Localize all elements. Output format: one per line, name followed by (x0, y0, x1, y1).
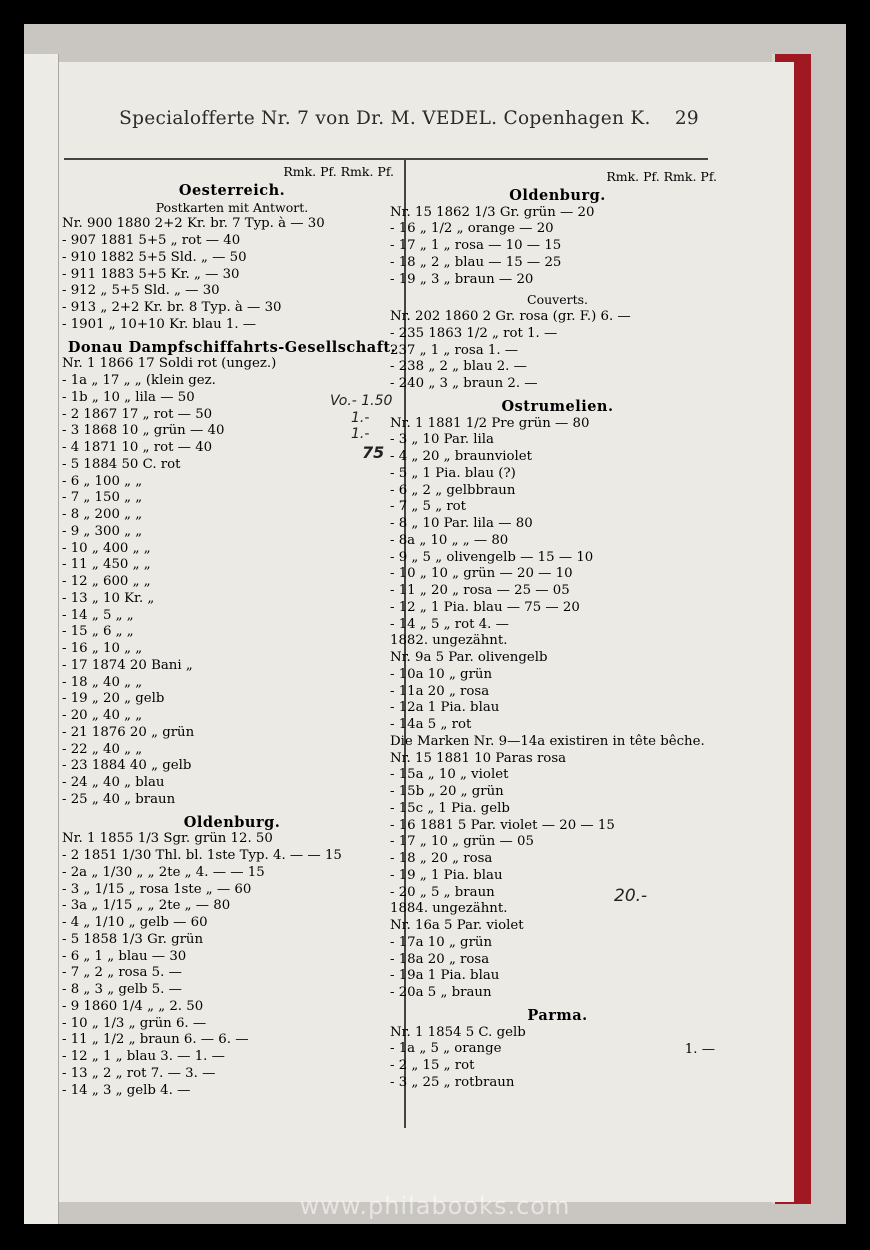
listing-row: - 11 „ 1/2 „ braun 6. — 6. — (62, 1032, 249, 1048)
listing-row: - 17 „ 10 „ grün — 05 (390, 834, 534, 850)
listing-row: - 20a 5 „ braun (390, 985, 492, 1000)
listing-row: - 11 „ 450 „ „ (62, 557, 151, 573)
listing-row: - 3 1868 10 „ grün — 40 (62, 423, 225, 439)
listing-row: Nr. 900 1880 2+2 Kr. br. 7 Typ. à — 30 (62, 216, 325, 232)
handwritten-note: 1.- (351, 426, 370, 442)
page-number: 29 (674, 108, 699, 129)
listing-row: - 10 „ 10 „ grün — 20 — 10 (390, 566, 573, 582)
listing-row: - 913 „ 2+2 Kr. br. 8 Typ. à — 30 (62, 300, 282, 315)
listing-row: - 19a 1 Pia. blau (390, 968, 500, 984)
listing-row: - 6 „ 1 „ blau — 30 (62, 948, 187, 964)
listing-row: - 12 „ 1 „ blau 3. — 1. — (62, 1049, 225, 1064)
listing-row: - 9 1860 1/4 „ „ 2. 50 (62, 998, 204, 1014)
section-spacer (62, 1099, 402, 1103)
listing-row: - 25 „ 40 „ braun (62, 791, 176, 807)
section-heading: Ostrumelien. (501, 397, 614, 415)
listing-row: - 8a „ 10 „ „ — 80 (390, 532, 509, 548)
listing-row: - 20 „ 5 „ braun (390, 884, 495, 900)
listing-row: Nr. 15 1862 1/3 Gr. grün — 20 (390, 204, 595, 220)
listing-row: - 2 1851 1/30 Thl. bl. 1ste Typ. 4. — — 15 (62, 848, 342, 863)
handwritten-note: 75 (362, 443, 385, 462)
listing-row: - 18 „ 40 „ „ (62, 674, 143, 690)
listing-row: Nr. 16a 5 Par. violet (390, 918, 524, 933)
watermark: www.philabooks.com (299, 1192, 571, 1220)
listing-row: - 15b „ 20 „ grün (390, 784, 504, 799)
listing-row: - 17 „ 1 „ rosa — 10 — 15 (390, 238, 562, 253)
section-subheading: Couverts. (527, 292, 588, 308)
listing-row: - 15c „ 1 Pia. gelb (390, 800, 510, 816)
listing-row: - 5 1884 50 C. rot (62, 456, 181, 472)
listing-row: - 19 „ 20 „ gelb (62, 691, 165, 707)
listing-row: Nr. 1 1855 1/3 Sgr. grün 12. 50 (62, 831, 273, 847)
listing-row: - 235 1863 1/2 „ rot 1. — (390, 325, 558, 341)
listing-row: - 15 „ 6 „ „ (62, 624, 134, 640)
listing-row: 1884. ungezähnt. (390, 901, 508, 917)
section-subheading: Postkarten mit Antwort. (155, 199, 309, 215)
listing-row: - 4 1871 10 „ rot — 40 (62, 440, 213, 455)
listing-row: - 6 „ 100 „ „ (62, 473, 143, 489)
listing-row: - 11 „ 20 „ rosa — 25 — 05 (390, 583, 570, 598)
unit-heading: Rmk. Pf. Rmk. Pf. (283, 164, 394, 179)
listing-row: - 910 1882 5+5 Sld. „ — 50 (62, 249, 247, 265)
listing-row: - 18 „ 20 „ rosa (390, 851, 493, 866)
listing-row: - 3 „ 1/15 „ rosa 1ste „ — 60 (62, 881, 252, 897)
section-heading: Oldenburg. (509, 186, 606, 204)
listing-row: - 4 „ 20 „ braunviolet (390, 449, 532, 464)
listing-row: Nr. 9a 5 Par. olivengelb (390, 650, 548, 665)
listing-row: - 19 „ 1 Pia. blau (390, 867, 503, 883)
listing-row: - 12a 1 Pia. blau (390, 700, 500, 716)
section-heading: Parma. (527, 1006, 588, 1024)
listing-row: - 1b „ 10 „ lila — 50 (62, 389, 195, 405)
listing-row: - 18a 20 „ rosa (390, 951, 490, 967)
listing-row: - 16 „ 1/2 „ orange — 20 (390, 221, 554, 237)
listing-row: - 2 1867 17 „ rot — 50 (62, 406, 213, 422)
listing-row: - 8 „ 200 „ „ (62, 507, 143, 522)
listing-row: - 7 „ 5 „ rot (390, 499, 467, 515)
book-photo (24, 24, 846, 1224)
header-title: Specialofferte Nr. 7 von Dr. M. VEDEL. Copenhagen K. (119, 108, 651, 129)
left-page-edge (24, 54, 59, 1224)
listing-row: Nr. 15 1881 10 Paras rosa (390, 750, 567, 766)
listing-row: - 24 „ 40 „ blau (62, 775, 165, 790)
listing-row: - 1901 „ 10+10 Kr. blau 1. — (62, 316, 257, 332)
listing-row: - 3 „ 10 Par. lila (390, 432, 494, 448)
listing-row: - 912 „ 5+5 Sld. „ — 30 (62, 283, 220, 299)
listing-row: Nr. 202 1860 2 Gr. rosa (gr. F.) 6. — (390, 309, 631, 324)
listing-row: Nr. 1 1866 17 Soldi rot (ungez.) (62, 356, 277, 372)
listing-row: - 8 „ 10 Par. lila — 80 (390, 516, 533, 531)
listing-row: - 5 1858 1/3 Gr. grün (62, 931, 204, 947)
unit-heading: Rmk. Pf. Rmk. Pf. (606, 169, 717, 184)
listing-row: - 4 „ 1/10 „ gelb — 60 (62, 915, 208, 930)
listing-row: - 8 „ 3 „ gelb 5. — (62, 982, 182, 997)
listing-row: - 22 „ 40 „ „ (62, 741, 143, 757)
listing-row: 1882. ungezähnt. (390, 633, 508, 649)
listing-row: - 2 „ 15 „ rot (390, 1058, 475, 1073)
listing-row: - 238 „ 2 „ blau 2. — (390, 359, 527, 375)
listing-row: - 21 1876 20 „ grün (62, 724, 195, 740)
listing-row: - 17a 10 „ grün (390, 934, 493, 950)
listing-row: - 911 1883 5+5 Kr. „ — 30 (62, 266, 240, 282)
listing-row: - 16 „ 10 „ „ (62, 641, 143, 656)
section-heading: Oesterreich. (178, 181, 286, 199)
listing-row: - 7 „ 2 „ rosa 5. — (62, 965, 182, 981)
section-heading: Donau Dampfschiffahrts-Gesellschaft. (67, 338, 397, 356)
listing-row: - 14a 5 „ rot (390, 717, 472, 732)
listing-row: - 907 1881 5+5 „ rot — 40 (62, 233, 241, 248)
listing-row: - 6 „ 2 „ gelbbraun (390, 482, 516, 498)
left-column (62, 164, 402, 1103)
listing-row: - 10 „ 400 „ „ (62, 540, 151, 556)
section-spacer (390, 1092, 725, 1096)
listing-row: - 17 1874 20 Bani „ (62, 657, 193, 673)
page-header (59, 108, 699, 129)
listing-row: - 1a „ 17 „ „ (klein gez. (62, 373, 216, 388)
handwritten-note: Vo.- 1.50 (330, 393, 393, 409)
listing-row: - 19 „ 3 „ braun — 20 (390, 271, 534, 287)
section-spacer (390, 393, 725, 397)
listing-row: - 240 „ 3 „ braun 2. — (390, 376, 538, 391)
listing-row: - 7 „ 150 „ „ (62, 490, 143, 506)
listing-row: Nr. 1 1854 5 C. gelb (390, 1024, 526, 1040)
right-column: Rmk. Pf. Rmk. Pf. Oldenburg. Nr. 15 1862 1/3 Gr. grün — 20 - 16 „ 1/2 „ orange — 20 - 17 „ 1 „ rosa — 10 — 15 - 18 „ 2 „ blau — 15 — 25 - 19 „ 3 „ braun — 20 Couverts. Nr. 202 1860 2 Gr. rosa (gr. F.) 6. — - 235 1863 1/2 „ rot 1. — 237 „ 1 „ rosa 1. — - 238 „ 2 „ blau 2. — - 240 „ 3 „ braun 2. — Ostrumelien. Nr. 1 1881 1/2 Pre grün — 80 - 3 „ 10 Par. lila - 4 „ 20 „ braunviolet - 5 „ 1 Pia. blau (?) - 6 „ 2 „ gelbbraun - 7 „ 5 „ rot - 8 „ 10 Par. lila — 80 - 8a „ 10 „ „ — 80 - 9 „ 5 „ olivengelb — 15 — 10 - 10 „ 10 „ grün — 20 — 10 - 11 „ 20 „ rosa — 25 — 05 - 12 „ 1 Pia. blau — 75 — 20 - 14 „ 5 „ rot 4. — 1882. ungezähnt. Nr. 9a 5 Par. olivengelb - 10a 10 „ grün - 11a 20 „ rosa - 12a 1 Pia. blau - 14a 5 „ rot Die Marken Nr. 9—14a existiren in tête bêche. Nr. 15 1881 10 Paras rosa - 15a „ 10 „ violet - 15b „ 20 „ grün - 15c „ 1 Pia. gelb - 16 1881 5 Par. violet — 20 — 15 - 17 „ 10 „ grün — 05 - 18 „ 20 „ rosa - 19 „ 1 Pia. blau - 20 „ 5 „ braun 1884. ungezähnt. Nr. 16a 5 Par. violet - 17a 10 „ grün - 18a 20 „ rosa - 19a 1 Pia. blau - 20a 5 „ braun Parma. Nr. 1 1854 5 C. gelb - 1a „ 5 „ orange - 2 „ 15 „ rot - 3 „ 25 „ rotbraun 1. — (390, 169, 725, 1096)
header-rule (64, 158, 708, 160)
listing-row: - 10 „ 1/3 „ grün 6. — (62, 1015, 207, 1031)
listing-row: - 13 „ 2 „ rot 7. — 3. — (62, 1065, 216, 1081)
listing-row: Die Marken Nr. 9—14a existiren in tête bêche. (390, 733, 705, 749)
listing-row: 237 „ 1 „ rosa 1. — (390, 342, 519, 358)
listing-row: - 20 „ 40 „ „ (62, 708, 143, 723)
listing-row: - 3 „ 25 „ rotbraun (390, 1074, 515, 1090)
handwritten-note: 20.- (614, 886, 648, 906)
listing-row: - 12 „ 600 „ „ (62, 574, 151, 589)
section-spacer (390, 1002, 725, 1006)
section-heading: Oldenburg. (183, 813, 281, 831)
listing-row: - 13 „ 10 Kr. „ (62, 590, 155, 606)
listing-row: - 15a „ 10 „ violet (390, 767, 509, 783)
listing-row: - 23 1884 40 „ gelb (62, 758, 192, 774)
listing-row: - 10a 10 „ grün (390, 666, 493, 682)
listing-row: Nr. 1 1881 1/2 Pre grün — 80 (390, 415, 590, 431)
listing-row: - 14 „ 3 „ gelb 4. — (62, 1082, 191, 1098)
listing-row: - 14 „ 5 „ „ (62, 607, 134, 623)
listing-row: - 12 „ 1 Pia. blau — 75 — 20 (390, 599, 580, 615)
listing-row: - 18 „ 2 „ blau — 15 — 25 (390, 254, 562, 270)
listing-row: - 16 1881 5 Par. violet — 20 — 15 (390, 817, 615, 833)
listing-row: - 11a 20 „ rosa (390, 683, 490, 699)
listing-row: - 14 „ 5 „ rot 4. — (390, 616, 509, 632)
listing-row: - 9 „ 300 „ „ (62, 523, 143, 539)
handwritten-note: 1.- (351, 410, 370, 426)
listing-row: - 1a „ 5 „ orange (390, 1041, 502, 1057)
section-spacer (62, 809, 402, 813)
listing-row: - 9 „ 5 „ olivengelb — 15 — 10 (390, 549, 594, 565)
listing-row: - 2a „ 1/30 „ „ 2te „ 4. — — 15 (62, 864, 265, 880)
listing-row: - 3a „ 1/15 „ „ 2te „ — 80 (62, 898, 231, 914)
section-spacer (62, 334, 402, 338)
listing-row: - 5 „ 1 Pia. blau (?) (390, 465, 516, 481)
